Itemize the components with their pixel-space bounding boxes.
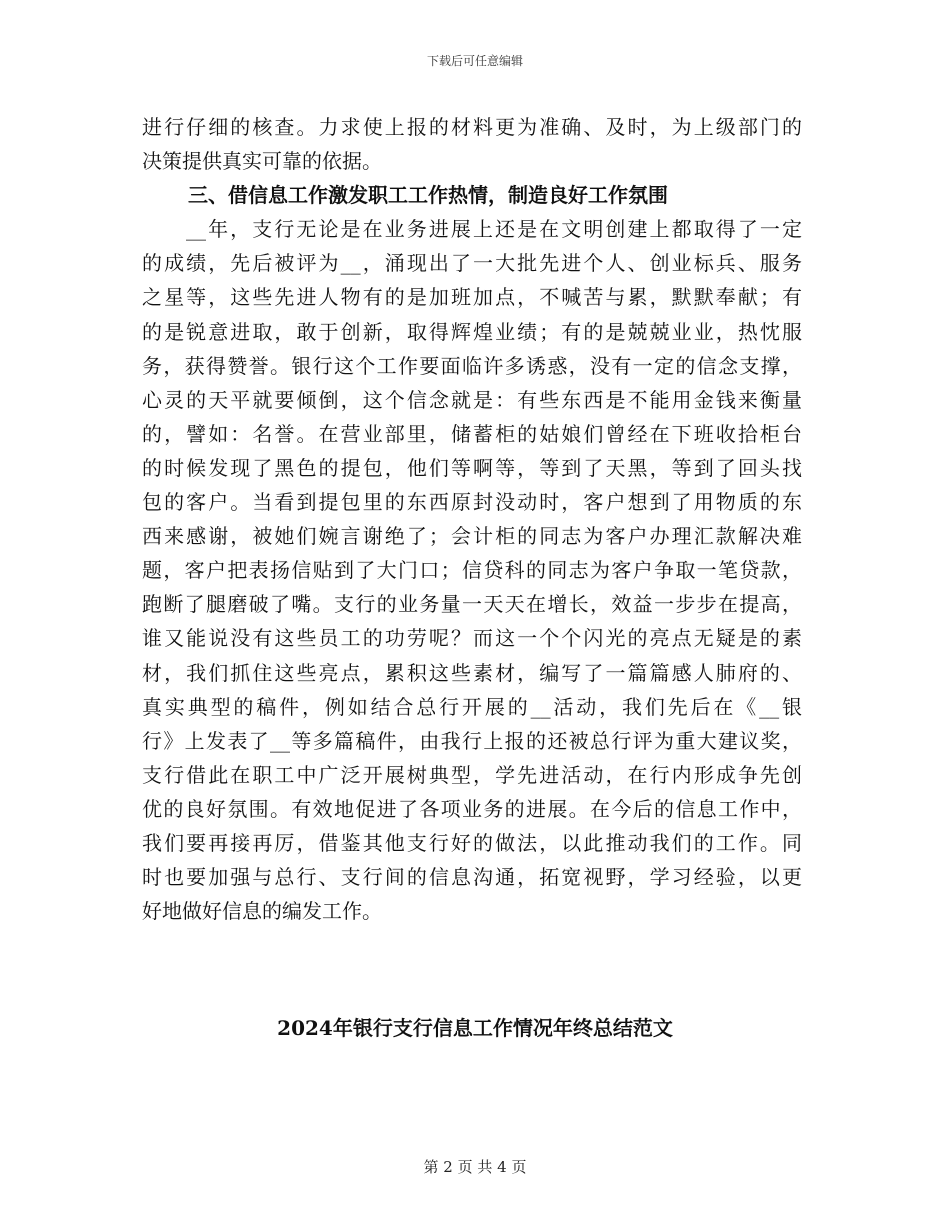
section-heading: 三、借信息工作激发职工工作热情，制造良好工作氛围 <box>188 183 668 208</box>
paragraph-line: 谁又能说没有这些员工的功劳呢？而这一个个闪光的亮点无疑是的素 <box>142 626 802 651</box>
paragraph-line: 我们要再接再厉，借鉴其他支行好的做法，以此推动我们的工作。同 <box>142 830 802 855</box>
paragraph-line: 好地做好信息的编发工作。 <box>142 899 382 924</box>
paragraph-line: 务，获得赞誉。银行这个工作要面临许多诱惑，没有一定的信念支撑， <box>142 353 802 378</box>
paragraph-line: 之星等，这些先进人物有的是加班加点，不喊苦与累，默默奉献；有 <box>142 285 802 310</box>
paragraph-line: 西来感谢，被她们婉言谢绝了；会计柜的同志为客户办理汇款解决难 <box>142 524 802 549</box>
paragraph-line: 支行借此在职工中广泛开展树典型，学先进活动，在行内形成争先创 <box>142 762 802 787</box>
paragraph-line: 优的良好氛围。有效地促进了各项业务的进展。在今后的信息工作中， <box>142 796 802 821</box>
paragraph-line: 的时候发现了黑色的提包，他们等啊等，等到了天黑，等到了回头找 <box>142 455 802 480</box>
paragraph-line: 的，譬如：名誉。在营业部里，储蓄柜的姑娘们曾经在下班收拾柜台 <box>142 421 802 446</box>
document-title: 2024年银行支行信息工作情况年终总结范文 <box>277 1016 673 1040</box>
paragraph-line: __年，支行无论是在业务进展上还是在文明创建上都取得了一定 <box>186 217 802 242</box>
paragraph-line: 行》上发表了__等多篇稿件，由我行上报的还被总行评为重大建议奖， <box>142 728 802 753</box>
paragraph-line: 题，客户把表扬信贴到了大门口；信贷科的同志为客户争取一笔贷款， <box>142 558 802 583</box>
page-header: 下载后可任意编辑 <box>426 54 523 68</box>
paragraph-line: 材，我们抓住这些亮点，累积这些素材，编写了一篇篇感人肺府的、 <box>142 660 802 685</box>
document-body <box>142 110 802 928</box>
body-line: 进行仔细的核查。力求使上报的材料更为准确、及时，为上级部门的 <box>142 115 802 139</box>
paragraph-line: 跑断了腿磨破了嘴。支行的业务量一天天在增长，效益一步步在提高， <box>142 592 802 617</box>
paragraph-line: 的是锐意进取，敢于创新，取得辉煌业绩；有的是兢兢业业，热忱服 <box>142 319 802 344</box>
paragraph-line: 时也要加强与总行、支行间的信息沟通，拓宽视野，学习经验，以更 <box>142 865 802 890</box>
body-line: 决策提供真实可靠的依据。 <box>142 149 382 174</box>
paragraph-line: 包的客户。当看到提包里的东西原封没动时，客户想到了用物质的东 <box>142 490 802 515</box>
paragraph-line: 心灵的天平就要倾倒，这个信念就是：有些东西是不能用金钱来衡量 <box>142 387 802 412</box>
paragraph-line: 真实典型的稿件，例如结合总行开展的__活动，我们先后在《__银 <box>142 694 802 719</box>
paragraph-line: 的成绩，先后被评为__，涌现出了一大批先进个人、创业标兵、服务 <box>142 251 802 276</box>
page-number: 第 2 页 共 4 页 <box>423 1158 527 1176</box>
